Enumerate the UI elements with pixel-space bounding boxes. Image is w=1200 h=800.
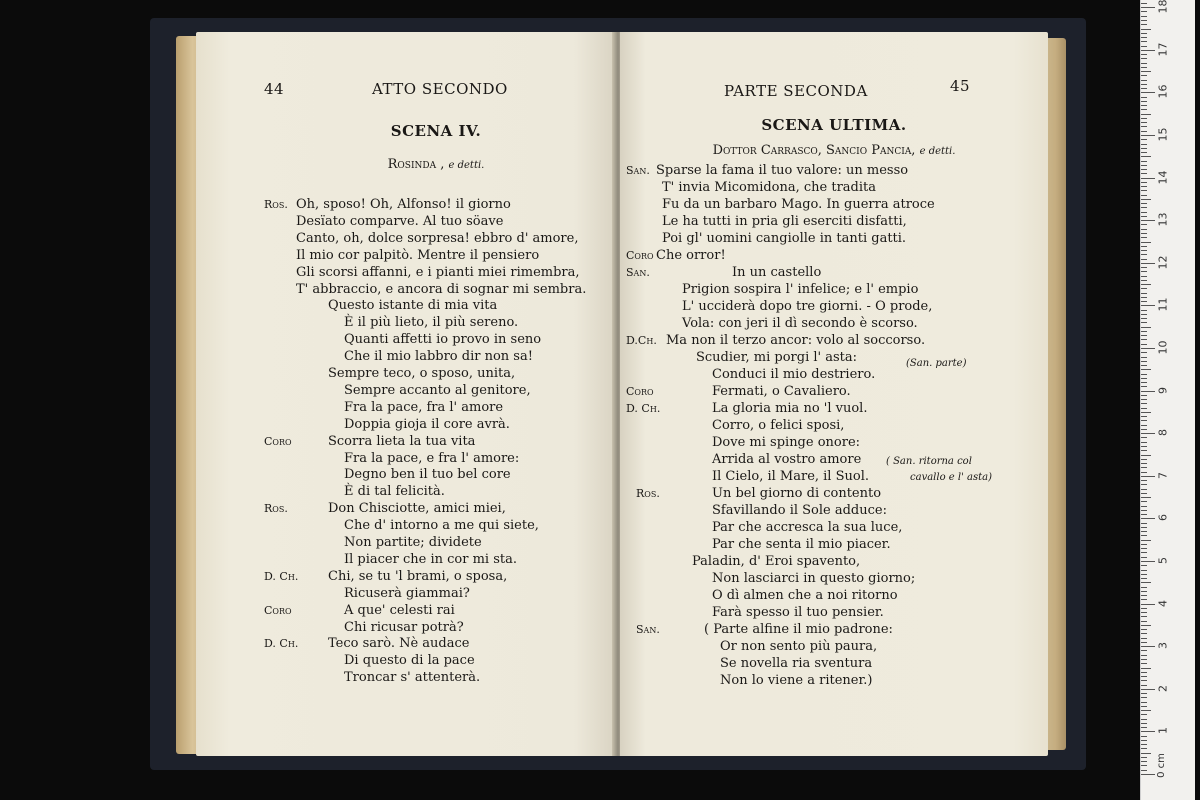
- verse-line: ( Parte alfine il mio padrone:: [704, 622, 893, 637]
- ruler-tick: [1141, 195, 1147, 196]
- ruler-tick: [1141, 744, 1147, 745]
- ruler-tick: [1141, 131, 1147, 132]
- ruler-tick: [1141, 480, 1147, 481]
- ruler-tick: [1141, 20, 1147, 21]
- ruler-number: 17: [1156, 42, 1170, 57]
- verse-line: Don Chisciotte, amici miei,: [328, 501, 506, 517]
- ruler-tick: [1141, 148, 1147, 149]
- verse-line: Non lo viene a ritener.): [720, 673, 873, 688]
- ruler-tick: [1141, 403, 1147, 404]
- ruler-tick: [1141, 207, 1147, 208]
- ruler-tick: [1141, 710, 1151, 711]
- ruler-tick: [1141, 374, 1147, 375]
- ruler-tick: [1141, 761, 1147, 762]
- ruler-tick: [1141, 736, 1147, 737]
- verse-line: Farà spesso il tuo pensier.: [712, 605, 884, 620]
- ruler-tick: [1141, 101, 1147, 102]
- verse-line: Scorra lieta la tua vita: [328, 433, 476, 449]
- ruler-tick: [1141, 612, 1147, 613]
- speaker-label: Ros.: [264, 198, 288, 211]
- ruler-tick: [1141, 118, 1147, 119]
- ruler-tick: [1141, 156, 1151, 157]
- ruler-tick: [1141, 11, 1147, 12]
- verse-line: Par che accresca la sua luce,: [712, 520, 903, 535]
- verse-line: Il mio cor palpitò. Mentre il pensiero: [296, 247, 540, 263]
- verse-line: Quanti affetti io provo in seno: [344, 332, 542, 348]
- ruler-tick: [1141, 382, 1147, 383]
- ruler-tick: [1141, 29, 1151, 30]
- ruler-tick: [1141, 693, 1147, 694]
- ruler-tick: [1141, 646, 1155, 647]
- right-cast: [620, 143, 1048, 158]
- verse-line: Di questo di la pace: [344, 653, 475, 669]
- ruler-tick: [1141, 186, 1147, 187]
- ruler-tick: [1141, 190, 1147, 191]
- ruler-tick: [1141, 697, 1147, 698]
- verse-line: T' invia Micomidona, che tradita: [662, 180, 877, 195]
- ruler-unit-label: 0 cm: [1155, 753, 1167, 778]
- ruler-tick: [1141, 369, 1151, 370]
- ruler-tick: [1141, 527, 1147, 528]
- ruler-tick: [1141, 280, 1147, 281]
- ruler-number: 15: [1156, 127, 1170, 142]
- verse-line: O dì almen che a noi ritorno: [712, 588, 898, 603]
- left-scene-title: SCENA IV.: [390, 122, 482, 140]
- ruler-number: 16: [1156, 84, 1170, 99]
- ruler-number: 1: [1156, 727, 1170, 735]
- ruler-tick: [1141, 352, 1147, 353]
- verse-line: Conduci il mio destriero.: [712, 367, 876, 382]
- ruler-tick: [1141, 476, 1155, 477]
- right-page: [620, 32, 1048, 756]
- ruler-number: 2: [1156, 684, 1170, 692]
- speaker-label: Ros.: [636, 487, 660, 500]
- ruler-tick: [1141, 599, 1147, 600]
- ruler-tick: [1141, 510, 1147, 511]
- ruler-tick: [1141, 548, 1147, 549]
- ruler-tick: [1141, 467, 1147, 468]
- ruler-tick: [1141, 685, 1147, 686]
- verse-line: Doppia gioja il core avrà.: [344, 416, 510, 432]
- ruler-tick: [1141, 165, 1147, 166]
- ruler-tick: [1141, 161, 1147, 162]
- verse-line: Ricuserà giammai?: [344, 585, 470, 601]
- verse-line: Il piacer che in cor mi sta.: [344, 551, 517, 567]
- verse-line: Non lasciarci in questo giorno;: [712, 571, 916, 586]
- ruler-tick: [1141, 582, 1151, 583]
- speaker-label: San.: [636, 623, 660, 636]
- ruler-tick: [1141, 378, 1147, 379]
- ruler-tick: [1141, 88, 1147, 89]
- ruler-tick: [1141, 220, 1155, 221]
- verse-line: Canto, oh, dolce sorpresa! ebbro d' amore,: [296, 230, 579, 246]
- ruler-tick: [1141, 305, 1155, 306]
- ruler-tick: [1141, 327, 1151, 328]
- ruler-tick: [1141, 714, 1147, 715]
- ruler-tick: [1141, 429, 1147, 430]
- ruler-tick: [1141, 293, 1147, 294]
- speaker-label: D. Ch.: [264, 569, 299, 583]
- ruler-tick: [1141, 442, 1147, 443]
- ruler-tick: [1141, 446, 1147, 447]
- ruler-number: 6: [1156, 514, 1170, 522]
- ruler-tick: [1141, 535, 1147, 536]
- ruler-tick: [1141, 523, 1147, 524]
- ruler-tick: [1141, 663, 1147, 664]
- ruler-tick: [1141, 561, 1155, 562]
- ruler-tick: [1141, 604, 1155, 605]
- verse-line: Sparse la fama il tuo valore: un messo: [656, 163, 909, 178]
- ruler-tick: [1141, 97, 1147, 98]
- ruler-tick: [1141, 706, 1147, 707]
- speaker-label: Ros.: [264, 502, 288, 516]
- ruler-tick: [1141, 570, 1147, 571]
- left-cast-name: Rosinda ,: [387, 157, 445, 172]
- right-running-header: PARTE SECONDA: [724, 82, 868, 100]
- ruler-tick: [1141, 702, 1147, 703]
- ruler-tick: [1141, 365, 1147, 366]
- ruler-tick: [1141, 144, 1147, 145]
- verse-line: Le ha tutti in pria gli eserciti disfatti,: [662, 214, 907, 229]
- verse-line: Fra la pace, e fra l' amore:: [344, 450, 520, 466]
- verse-line: Che d' intorno a me qui siete,: [344, 518, 539, 534]
- ruler-tick: [1141, 237, 1147, 238]
- ruler-tick: [1141, 659, 1147, 660]
- ruler-tick: [1141, 621, 1147, 622]
- ruler-tick: [1141, 557, 1147, 558]
- verse-line: A que' celesti rai: [344, 602, 455, 618]
- ruler-tick: [1141, 412, 1151, 413]
- ruler-tick: [1141, 565, 1147, 566]
- ruler-tick: [1141, 339, 1147, 340]
- ruler-tick: [1141, 182, 1147, 183]
- ruler-number: 3: [1156, 642, 1170, 650]
- ruler-number: 9: [1156, 386, 1170, 394]
- ruler-tick: [1141, 267, 1147, 268]
- ruler-tick: [1141, 420, 1147, 421]
- verse-line: Che orror!: [656, 248, 726, 263]
- ruler-tick: [1141, 75, 1147, 76]
- stage-direction: cavallo e l' asta): [910, 472, 992, 483]
- verse-line: Dove mi spinge onore:: [712, 435, 861, 450]
- ruler-tick: [1141, 514, 1147, 515]
- ruler-number: 11: [1156, 297, 1170, 312]
- verse-line: Che il mio labbro dir non sa!: [344, 349, 533, 365]
- speaker-label: D. Ch.: [264, 637, 299, 651]
- ruler-tick: [1141, 16, 1147, 17]
- speaker-label: D. Ch.: [626, 402, 661, 415]
- ruler-tick: [1141, 139, 1147, 140]
- ruler-tick: [1141, 493, 1147, 494]
- verse-line: Paladin, d' Eroi spavento,: [692, 554, 861, 569]
- verse-line: Teco sarò. Nè audace: [328, 636, 470, 652]
- ruler-tick: [1141, 322, 1147, 323]
- ruler-tick: [1141, 314, 1147, 315]
- left-page-number: 44: [264, 80, 285, 98]
- verse-line: Chi, se tu 'l brami, o sposa,: [328, 568, 508, 584]
- ruler-tick: [1141, 173, 1147, 174]
- ruler-tick: [1141, 288, 1147, 289]
- verse-line: Gli scorsi affanni, e i pianti miei rimembra,: [296, 264, 580, 280]
- ruler-tick: [1141, 276, 1147, 277]
- ruler-tick: [1141, 92, 1155, 93]
- verse-line: Sfavillando il Sole adduce:: [712, 503, 887, 518]
- ruler-tick: [1141, 297, 1147, 298]
- ruler-tick: [1141, 765, 1147, 766]
- ruler-tick: [1141, 250, 1147, 251]
- speaker-label: San.: [626, 266, 650, 279]
- ruler-tick: [1141, 229, 1147, 230]
- verse-line: È di tal felicità.: [344, 484, 445, 500]
- ruler-tick: [1141, 135, 1155, 136]
- ruler-tick: [1141, 591, 1147, 592]
- speaker-label: Coro: [264, 603, 292, 617]
- ruler-tick: [1141, 633, 1147, 634]
- ruler-number: 7: [1156, 471, 1170, 479]
- ruler-tick: [1141, 425, 1147, 426]
- ruler-tick: [1141, 284, 1151, 285]
- verse-line: Par che senta il mio piacer.: [712, 537, 891, 552]
- verse-line: Se novella ria sventura: [720, 656, 873, 671]
- ruler-tick: [1141, 395, 1147, 396]
- speaker-label: D.Ch.: [626, 334, 657, 347]
- ruler-tick: [1141, 757, 1147, 758]
- ruler-tick: [1141, 7, 1155, 8]
- ruler-tick: [1141, 638, 1147, 639]
- ruler-tick: [1141, 318, 1147, 319]
- ruler-tick: [1141, 748, 1147, 749]
- ruler-tick: [1141, 37, 1147, 38]
- verse-line: Ma non il terzo ancor: volo al soccorso.: [666, 333, 926, 348]
- ruler-tick: [1141, 46, 1147, 47]
- right-page-number: 45: [950, 77, 971, 95]
- speaker-label: Coro: [626, 385, 654, 398]
- right-cast-name: Dottor Carrasco, Sancio Pancia,: [712, 143, 916, 158]
- verse-line: Sempre teco, o sposo, unita,: [328, 366, 516, 381]
- ruler-tick: [1141, 58, 1147, 59]
- ruler-tick: [1141, 719, 1147, 720]
- verse-line: Non partite; dividete: [344, 535, 482, 550]
- ruler-number: 12: [1156, 255, 1170, 270]
- ruler-tick: [1141, 33, 1147, 34]
- ruler-tick: [1141, 731, 1155, 732]
- verse-line: Vola: con jeri il dì secondo è scorso.: [682, 316, 918, 331]
- ruler-tick: [1141, 114, 1151, 115]
- ruler-tick: [1141, 625, 1151, 626]
- speaker-label: Coro: [626, 249, 654, 262]
- verse-line: Questo istante di mia vita: [328, 298, 498, 314]
- stage-direction: ( San. ritorna col: [886, 456, 972, 467]
- verse-line: La gloria mia no 'l vuol.: [712, 401, 868, 416]
- right-scene-title: SCENA ULTIMA.: [761, 116, 907, 134]
- ruler-tick: [1141, 680, 1147, 681]
- verse-line: Arrida al vostro amore: [712, 452, 862, 467]
- ruler-tick: [1141, 506, 1147, 507]
- ruler-tick: [1141, 408, 1147, 409]
- ruler-tick: [1141, 50, 1155, 51]
- ruler-tick: [1141, 348, 1155, 349]
- ruler-tick: [1141, 578, 1147, 579]
- ruler-tick: [1141, 357, 1147, 358]
- ruler-tick: [1141, 574, 1147, 575]
- ruler-tick: [1141, 67, 1147, 68]
- ruler-tick: [1141, 126, 1147, 127]
- speaker-label: San.: [626, 164, 650, 177]
- ruler-tick: [1141, 84, 1147, 85]
- verse-line: Prigion sospira l' infelice; e l' empio: [682, 282, 919, 297]
- ruler-tick: [1141, 152, 1147, 153]
- ruler-tick: [1141, 122, 1147, 123]
- ruler-tick: [1141, 740, 1147, 741]
- ruler-tick: [1141, 310, 1147, 311]
- ruler-tick: [1141, 455, 1151, 456]
- ruler-tick: [1141, 80, 1147, 81]
- ruler-tick: [1141, 233, 1147, 234]
- left-cast-note: e detti.: [448, 160, 485, 171]
- ruler-tick: [1141, 518, 1155, 519]
- ruler-tick: [1141, 259, 1147, 260]
- verse-line: Un bel giorno di contento: [712, 486, 882, 501]
- ruler-tick: [1141, 24, 1147, 25]
- ruler-number: 14: [1156, 170, 1170, 185]
- verse-line: Scudier, mi porgi l' asta:: [696, 350, 858, 365]
- ruler-tick: [1141, 629, 1147, 630]
- ruler-tick: [1141, 344, 1147, 345]
- ruler-tick: [1141, 391, 1155, 392]
- ruler-tick: [1141, 271, 1147, 272]
- ruler-tick: [1141, 416, 1147, 417]
- ruler-tick: [1141, 587, 1147, 588]
- verse-line: L' ucciderà dopo tre giorni. - O prode,: [682, 299, 933, 314]
- right-cast-note: e detti.: [919, 146, 956, 157]
- ruler-tick: [1141, 437, 1147, 438]
- ruler-tick: [1141, 689, 1155, 690]
- verse-line: T' abbraccio, e ancora di sognar mi sembra.: [296, 281, 587, 297]
- ruler-tick: [1141, 497, 1151, 498]
- verse-line: Fermati, o Cavaliero.: [712, 384, 851, 399]
- ruler-tick: [1141, 531, 1147, 532]
- ruler-tick: [1141, 774, 1155, 775]
- ruler-tick: [1141, 450, 1147, 451]
- verse-line: Oh, sposo! Oh, Alfonso! il giorno: [296, 197, 511, 212]
- ruler-tick: [1141, 642, 1147, 643]
- ruler-tick: [1141, 433, 1155, 434]
- ruler-tick: [1141, 71, 1151, 72]
- ruler-number: 13: [1156, 212, 1170, 227]
- ruler-tick: [1141, 199, 1151, 200]
- left-cast: [196, 157, 676, 172]
- verse-line: Sempre accanto al genitore,: [344, 382, 531, 398]
- ruler-tick: [1141, 335, 1147, 336]
- verse-line: Chi ricusar potrà?: [344, 619, 464, 635]
- verse-line: Poi gl' uomini cangiolle in tanti gatti.: [662, 231, 907, 246]
- verse-line: Or non sento più paura,: [720, 639, 878, 654]
- ruler-tick: [1141, 301, 1147, 302]
- ruler-tick: [1141, 105, 1147, 106]
- ruler-tick: [1141, 544, 1147, 545]
- ruler-tick: [1141, 399, 1147, 400]
- ruler-tick: [1141, 672, 1147, 673]
- verse-line: Corro, o felici sposi,: [712, 418, 845, 433]
- ruler-number: 4: [1156, 599, 1170, 607]
- ruler-tick: [1141, 595, 1147, 596]
- ruler-tick: [1141, 616, 1147, 617]
- left-page: [196, 32, 616, 756]
- ruler-tick: [1141, 109, 1147, 110]
- ruler-tick: [1141, 246, 1147, 247]
- ruler-tick: [1141, 770, 1147, 771]
- ruler-tick: [1141, 668, 1151, 669]
- ruler-tick: [1141, 676, 1147, 677]
- ruler-tick: [1141, 463, 1147, 464]
- ruler-tick: [1141, 203, 1147, 204]
- measuring-ruler: [1140, 0, 1195, 800]
- verse-line: Desïato comparve. Al tuo söave: [296, 213, 504, 229]
- ruler-number: 10: [1156, 340, 1170, 355]
- ruler-tick: [1141, 723, 1147, 724]
- ruler-tick: [1141, 263, 1155, 264]
- ruler-tick: [1141, 242, 1151, 243]
- ruler-tick: [1141, 727, 1147, 728]
- verse-line: È il più lieto, il più sereno.: [344, 315, 519, 331]
- ruler-tick: [1141, 484, 1147, 485]
- speaker-label: Coro: [264, 434, 292, 448]
- ruler-tick: [1141, 224, 1147, 225]
- ruler-tick: [1141, 331, 1147, 332]
- ruler-tick: [1141, 169, 1147, 170]
- left-running-header: ATTO SECONDO: [372, 80, 508, 98]
- ruler-tick: [1141, 178, 1155, 179]
- ruler-tick: [1141, 254, 1147, 255]
- stage-direction: (San. parte): [906, 358, 967, 369]
- ruler-tick: [1141, 3, 1147, 4]
- verse-line: Fu da un barbaro Mago. In guerra atroce: [662, 197, 935, 212]
- verse-line: In un castello: [732, 265, 822, 280]
- ruler-number: 8: [1156, 429, 1170, 437]
- ruler-tick: [1141, 655, 1147, 656]
- ruler-tick: [1141, 753, 1151, 754]
- ruler-tick: [1141, 386, 1147, 387]
- verse-line: Fra la pace, fra l' amore: [344, 399, 504, 415]
- verse-line: Il Cielo, il Mare, il Suol.: [712, 469, 869, 484]
- ruler-tick: [1141, 472, 1147, 473]
- ruler-tick: [1141, 552, 1147, 553]
- ruler-tick: [1141, 459, 1147, 460]
- ruler-tick: [1141, 212, 1147, 213]
- ruler-tick: [1141, 54, 1147, 55]
- ruler-number: 5: [1156, 557, 1170, 564]
- ruler-tick: [1141, 608, 1147, 609]
- ruler-tick: [1141, 216, 1147, 217]
- ruler-tick: [1141, 650, 1147, 651]
- ruler-tick: [1141, 540, 1151, 541]
- ruler-tick: [1141, 489, 1147, 490]
- ruler-tick: [1141, 361, 1147, 362]
- ruler-tick: [1141, 41, 1147, 42]
- ruler-tick: [1141, 501, 1147, 502]
- verse-line: Troncar s' attenterà.: [344, 670, 481, 686]
- ruler-tick: [1141, 63, 1147, 64]
- ruler-number: 18: [1156, 0, 1170, 14]
- verse-line: Degno ben il tuo bel core: [344, 467, 511, 483]
